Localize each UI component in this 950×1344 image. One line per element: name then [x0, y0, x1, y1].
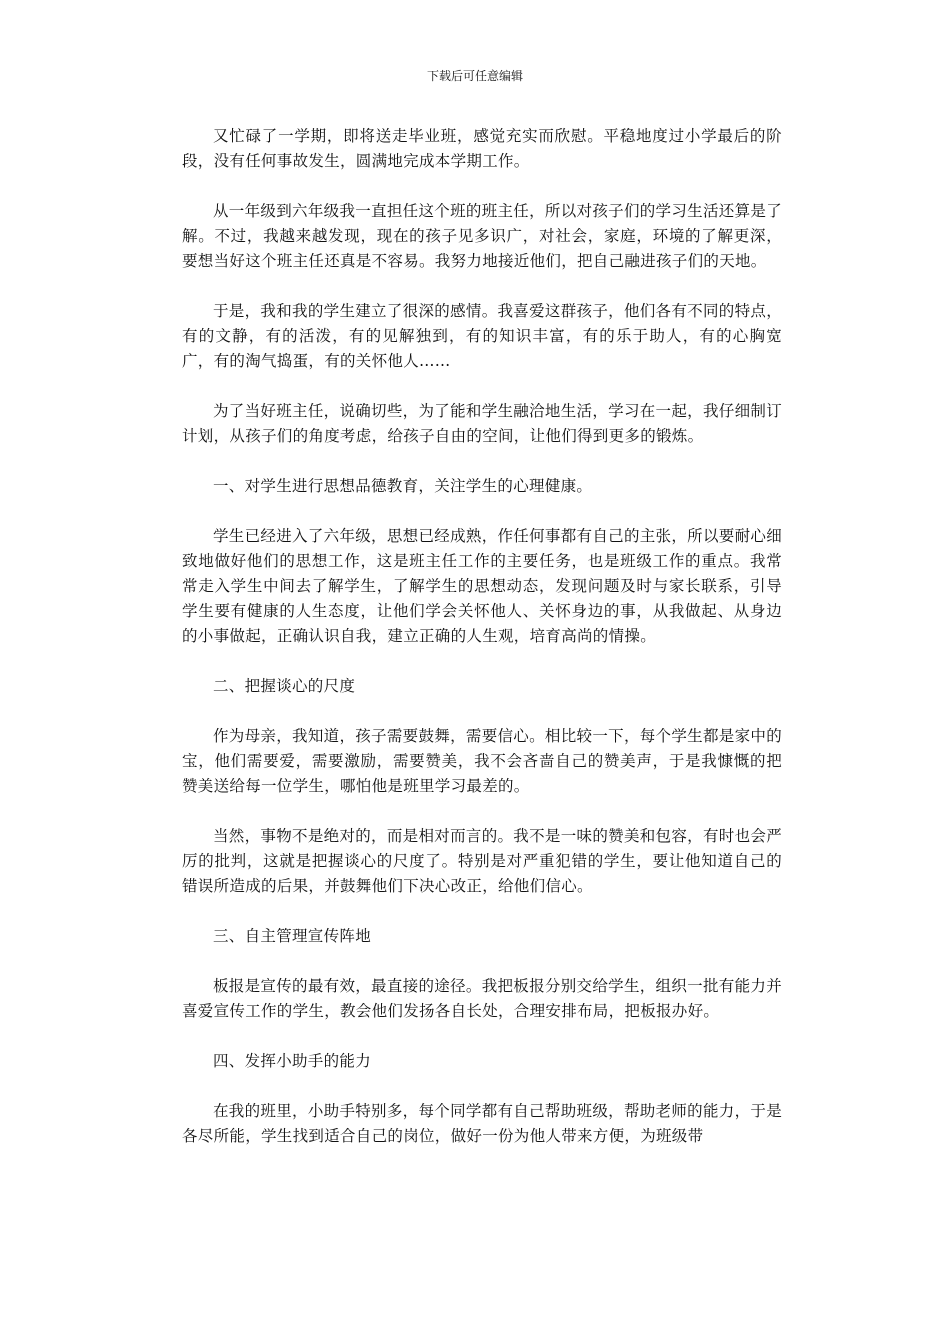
- page-header: 下载后可任意编辑: [426, 69, 523, 83]
- section-heading: 三、自主管理宣传阵地: [213, 927, 372, 945]
- section-heading: 四、发挥小助手的能力: [213, 1052, 372, 1070]
- section-heading: 二、把握谈心的尺度: [213, 677, 356, 695]
- document-body: [182, 124, 782, 1174]
- paragraph: 在我的班里，小助手特别多，每个同学都有自己帮助班级，帮助老师的能力，于是各尽所能，学生找到适合自己的岗位，做好一份为他人带来方便，为班级带: [182, 1102, 782, 1145]
- paragraph: 又忙碌了一学期，即将送走毕业班，感觉充实而欣慰。平稳地度过小学最后的阶段，没有任何事故发生，圆满地完成本学期工作。: [182, 127, 782, 170]
- paragraph: 学生已经进入了六年级，思想已经成熟，作任何事都有自己的主张，所以要耐心细致地做好他们的思想工作，这是班主任工作的主要任务，也是班级工作的重点。我常常走入学生中间去了解学生，了解学生的思想动态，发现问题及时与家长联系，引导学生要有健康的人生态度，让他们学会关怀他人、关怀身边的事，从我做起、从身边的小事做起，正确认识自我，建立正确的人生观，培育高尚的情操。: [182, 527, 782, 645]
- section-heading: 一、对学生进行思想品德教育，关注学生的心理健康。: [213, 477, 593, 495]
- paragraph: 于是，我和我的学生建立了很深的感情。我喜爱这群孩子，他们各有不同的特点，有的文静，有的活泼，有的见解独到，有的知识丰富，有的乐于助人，有的心胸宽广，有的淘气捣蛋，有的关怀他人……: [182, 302, 782, 370]
- paragraph: 为了当好班主任，说确切些，为了能和学生融洽地生活，学习在一起，我仔细制订计划，从孩子们的角度考虑，给孩子自由的空间，让他们得到更多的锻炼。: [182, 402, 782, 445]
- paragraph: 当然，事物不是绝对的，而是相对而言的。我不是一味的赞美和包容，有时也会严厉的批判，这就是把握谈心的尺度了。特别是对严重犯错的学生，要让他知道自己的错误所造成的后果，并鼓舞他们下决心改正，给他们信心。: [182, 827, 782, 895]
- paragraph: 作为母亲，我知道，孩子需要鼓舞，需要信心。相比较一下，每个学生都是家中的宝，他们需要爱，需要激励，需要赞美，我不会吝啬自己的赞美声，于是我慷慨的把赞美送给每一位学生，哪怕他是班里学习最差的。: [182, 727, 782, 795]
- paragraph: 从一年级到六年级我一直担任这个班的班主任，所以对孩子们的学习生活还算是了解。不过，我越来越发现，现在的孩子见多识广，对社会，家庭，环境的了解更深，要想当好这个班主任还真是不容易。我努力地接近他们，把自己融进孩子们的天地。: [182, 202, 782, 270]
- paragraph: 板报是宣传的最有效，最直接的途径。我把板报分别交给学生，组织一批有能力并喜爱宣传工作的学生，教会他们发扬各自长处，合理安排布局，把板报办好。: [182, 977, 782, 1020]
